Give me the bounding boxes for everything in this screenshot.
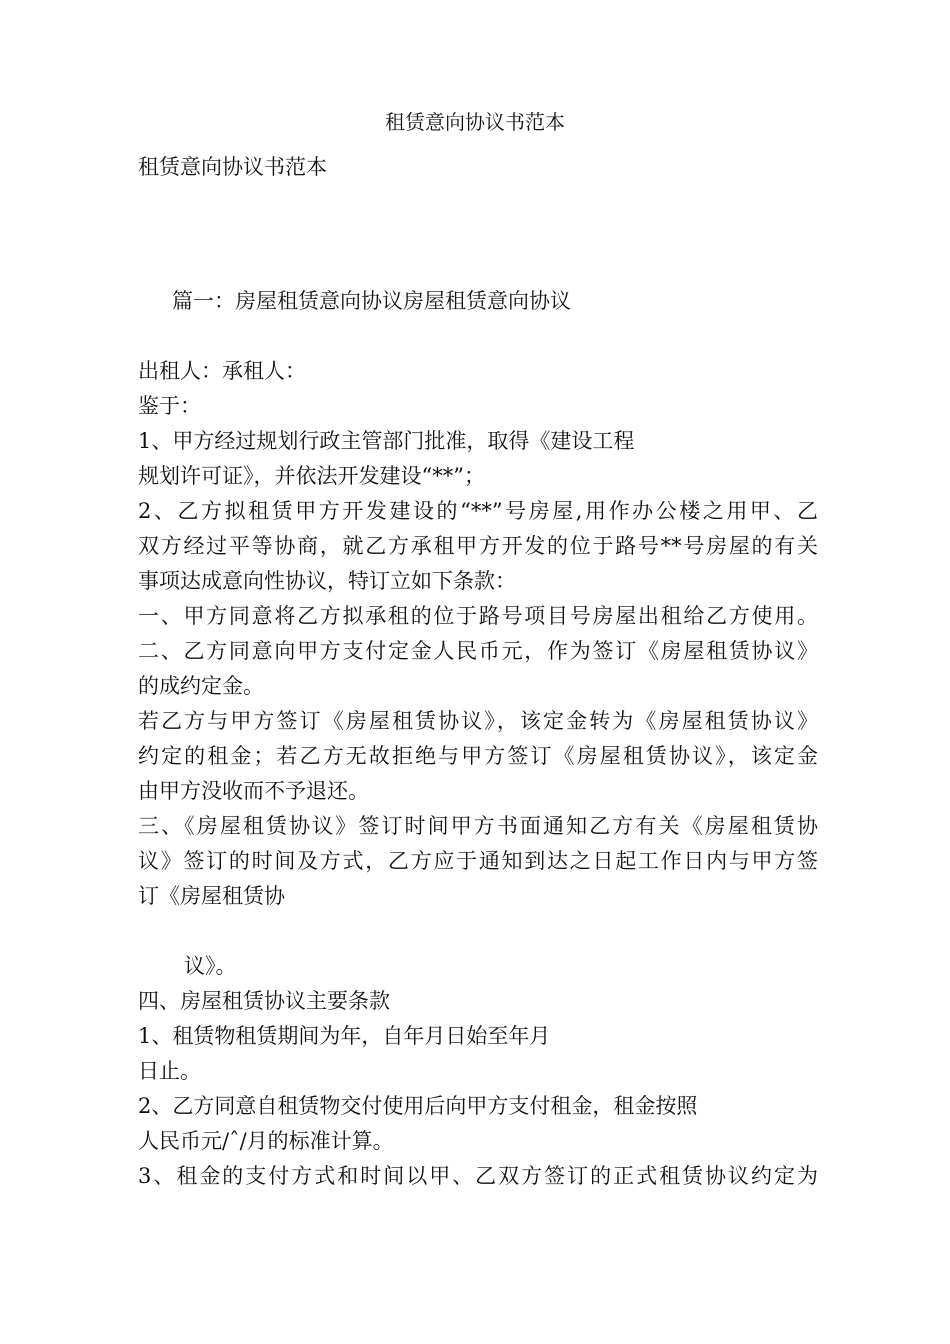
clause-four: 四、房屋租赁协议主要条款	[138, 989, 390, 1013]
document-body	[138, 284, 818, 1194]
text-line: 订《房屋租赁协	[138, 884, 285, 908]
text-line: 议》签订的时间及方式，乙方应于通知到达之日起工作日内与甲方签	[138, 849, 818, 873]
text-line: 1、租赁物租赁期间为年，自年月日始至年月	[138, 1024, 551, 1048]
text-line: 由甲方没收而不予退还。	[138, 779, 369, 803]
text-line: 2、乙方拟租赁甲方开发建设的“**”号房屋,用作办公楼之用甲、乙	[138, 499, 818, 523]
clause-one: 一、甲方同意将乙方拟承租的位于路号项目号房屋出租给乙方使用。	[138, 604, 818, 628]
text-line: 1、甲方经过规划行政主管部门批准，取得《建设工程	[138, 429, 635, 453]
text-line: 事项达成意向性协议，特订立如下条款：	[138, 569, 516, 593]
clause-two: 二、乙方同意向甲方支付定金人民币元，作为签订《房屋租赁协议》	[138, 639, 818, 663]
chapter-heading: 篇一：房屋租赁意向协议房屋租赁意向协议	[172, 289, 571, 313]
text-line: 日止。	[138, 1059, 201, 1083]
text-line: 2、乙方同意自租赁物交付使用后向甲方支付租金，租金按照	[138, 1094, 698, 1118]
text-line: 规划许可证》，并依法开发建设“**”；	[138, 464, 485, 488]
document-subtitle: 租赁意向协议书范本	[138, 155, 327, 179]
whereas-line: 鉴于：	[138, 394, 201, 418]
clause-three: 三、《房屋租赁协议》签订时间甲方书面通知乙方有关《房屋租赁协	[138, 814, 818, 838]
parties-line: 出租人：承租人：	[138, 359, 306, 383]
text-line: 的成约定金。	[138, 674, 264, 698]
text-line: 议》。	[184, 954, 237, 978]
text-line: 双方经过平等协商，就乙方承租甲方开发的位于路号**号房屋的有关	[138, 534, 818, 558]
text-line: 若乙方与甲方签订《房屋租赁协议》，该定金转为《房屋租赁协议》	[138, 709, 818, 733]
text-line: 人民币元/ˆ/月的标准计算。	[138, 1129, 394, 1153]
text-line: 3、租金的支付方式和时间以甲、乙双方签订的正式租赁协议约定为	[138, 1164, 818, 1188]
blank-line	[138, 914, 818, 949]
text-line: 约定的租金；若乙方无故拒绝与甲方签订《房屋租赁协议》，该定金	[138, 744, 818, 768]
document-title: 租赁意向协议书范本	[385, 110, 565, 134]
blank-line	[138, 319, 818, 354]
